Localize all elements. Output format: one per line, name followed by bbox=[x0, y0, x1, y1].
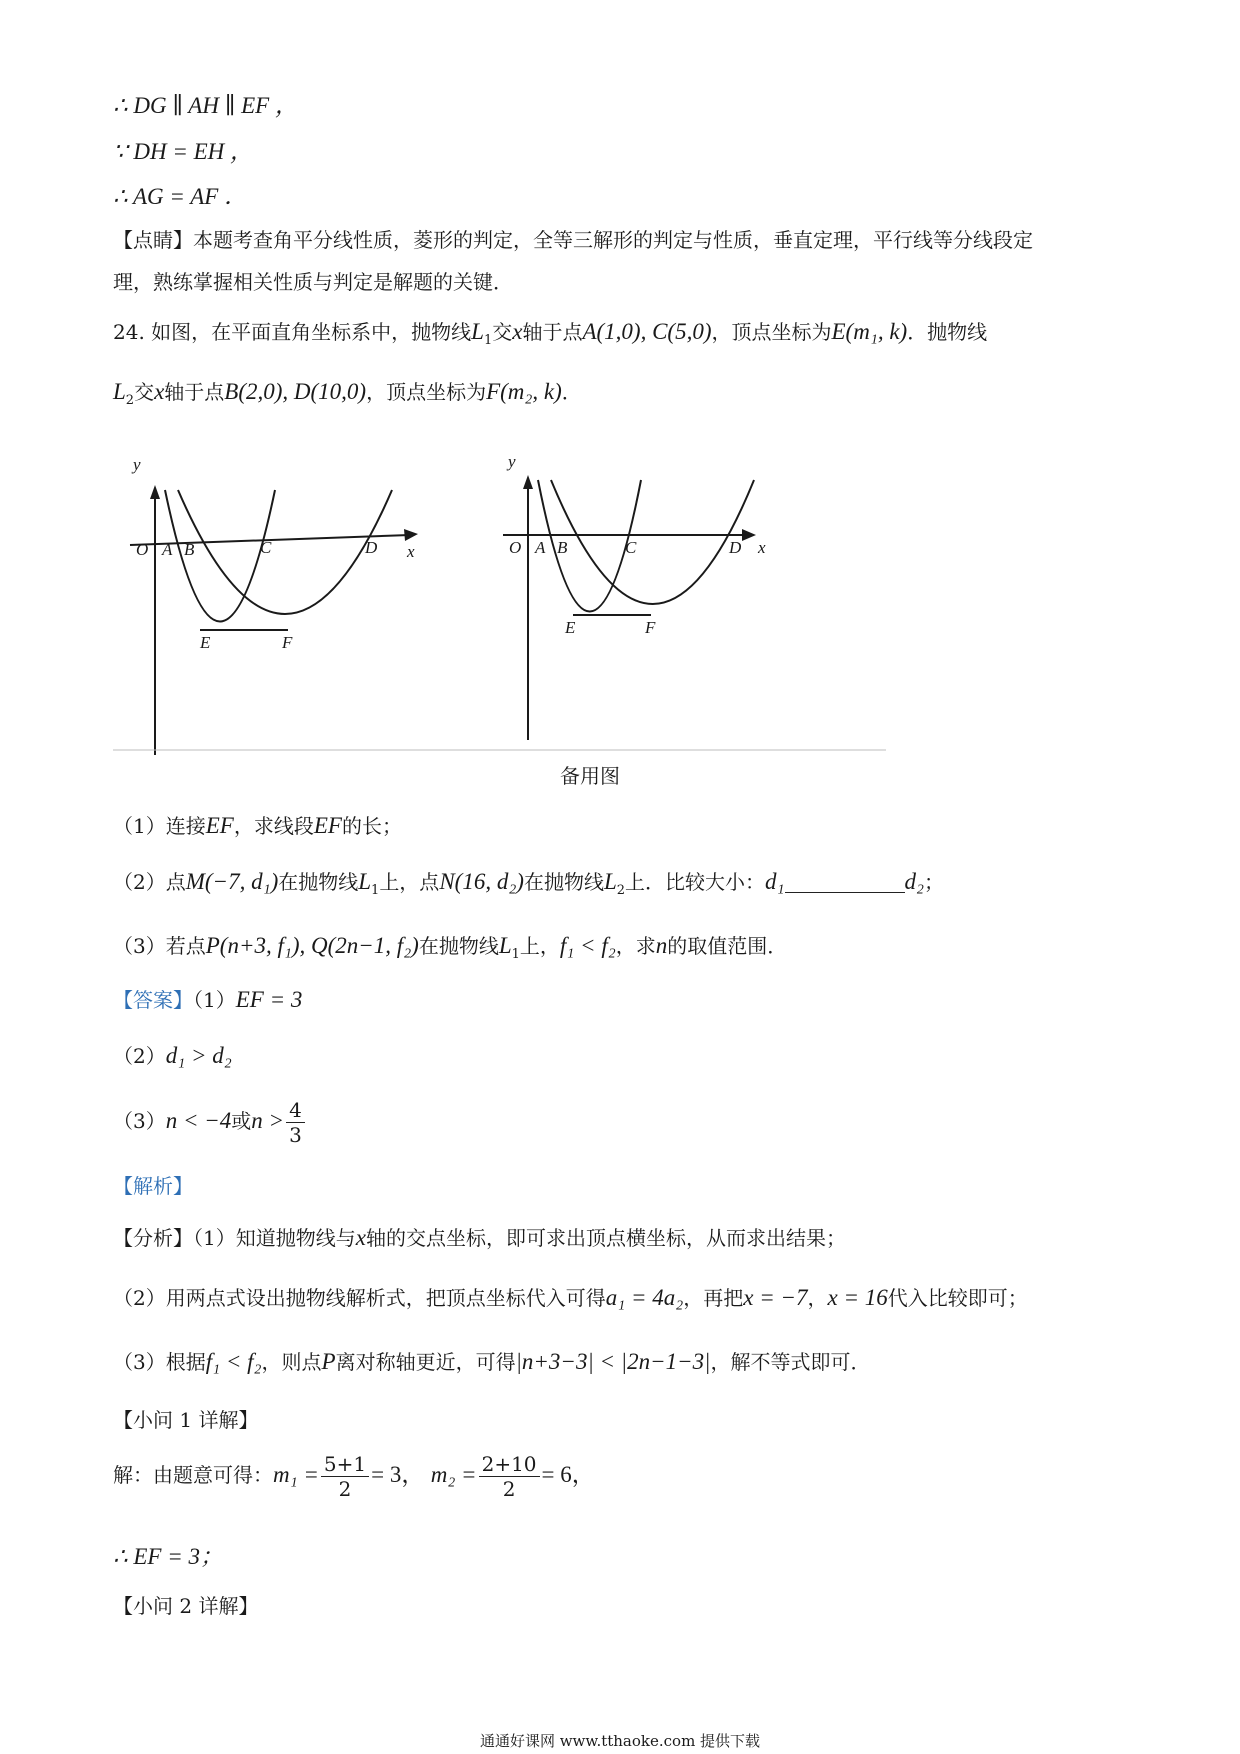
backup-label-B: B bbox=[557, 538, 568, 557]
backup-label-E: E bbox=[565, 618, 576, 637]
analysis-step-2: （2）用两点式设出抛物线解析式，把顶点坐标代入可得a₁ = 4a₂，再把x = −7，x = 16代入比较即可； bbox=[113, 1285, 1028, 1310]
proof-line-parallel: ∴ DG ∥ AH ∥ EF ， bbox=[113, 93, 298, 118]
subquestion-2-tag: 【小问 2 详解】 bbox=[113, 1594, 259, 1618]
question-2: （2）点M(−7, d₁)在抛物线$L_1$上，点N(16, d₂)在抛物线$L_2$上．比较大小：d₁ d₂； bbox=[113, 869, 945, 898]
answer-2: （2）d₁ > d₂ bbox=[113, 1043, 232, 1068]
question-3: （3）若点P(n+3, f₁), Q(2n−1, f₂)在抛物线$L_1$上，f₁ < f₂，求n的取值范围． bbox=[113, 933, 788, 962]
backup-label-F: F bbox=[645, 618, 656, 637]
proof-line-equal: ∵ DH = EH ， bbox=[113, 139, 254, 164]
label-A: A bbox=[162, 540, 173, 559]
proof-line-conclusion: ∴ AG = AF ． bbox=[113, 184, 248, 209]
backup-label-D: D bbox=[729, 538, 742, 557]
solution-conclusion: ∴ EF = 3； bbox=[113, 1544, 224, 1569]
label-x: x bbox=[407, 542, 415, 561]
subquestion-1-tag: 【小问 1 详解】 bbox=[113, 1408, 259, 1432]
label-y: y bbox=[133, 455, 141, 474]
label-O: O bbox=[136, 540, 149, 559]
label-F: F bbox=[282, 633, 293, 652]
dianjing-line-1: 【点睛】本题考查角平分线性质，菱形的判定，全等三解形的判定与性质，垂直定理，平行线等分线段定 bbox=[113, 228, 1033, 252]
page-footer: 通通好课网 www.tthaoke.com 提供下载 bbox=[479, 1732, 761, 1750]
question-1: （1）连接EF，求线段EF的长； bbox=[113, 813, 402, 838]
backup-label-C: C bbox=[625, 538, 637, 557]
problem-statement-line-2: $L_2$交x轴于点B(2,0), D(10,0)，顶点坐标为F(m₂, k)． bbox=[113, 379, 582, 408]
answer-blank[interactable] bbox=[785, 872, 905, 893]
label-D: D bbox=[365, 538, 378, 557]
fraction-4-3: $\frac{4}{3}$ bbox=[286, 1098, 305, 1147]
analysis-step-3: （3）根据f₁ < f₂，则点P离对称轴更近，可得|n+3−3| < |2n−1−3|，解不等式即可． bbox=[113, 1349, 871, 1374]
backup-label-x: x bbox=[758, 538, 766, 557]
label-E: E bbox=[200, 633, 211, 652]
analysis-tag: 【解析】 bbox=[113, 1174, 193, 1198]
backup-label-y: y bbox=[508, 452, 516, 471]
figure-caption: 备用图 bbox=[560, 764, 620, 788]
problem-statement-line-1: 24. 如图，在平面直角坐标系中，抛物线$L_1$交x轴于点A(1,0), C(5,0)，顶点坐标为E(m₁, k)．抛物线 bbox=[113, 319, 988, 348]
answer-1: 【答案】（1）EF = 3 bbox=[113, 987, 303, 1012]
fraction-m1: $\frac{5+1}{2}$ bbox=[321, 1452, 369, 1501]
label-C: C bbox=[260, 538, 272, 557]
backup-graph bbox=[503, 475, 756, 740]
parabola-figures bbox=[110, 452, 890, 755]
backup-label-O: O bbox=[509, 538, 522, 557]
backup-label-A: A bbox=[535, 538, 546, 557]
answer-3: （3）n < −4或n > $\frac{4}{3}$ bbox=[113, 1098, 307, 1147]
fraction-m2: $\frac{2+10}{2}$ bbox=[479, 1452, 540, 1501]
label-B: B bbox=[184, 540, 195, 559]
main-graph bbox=[130, 485, 418, 755]
analysis-step-1: 【分析】（1）知道抛物线与x轴的交点坐标，即可求出顶点横坐标，从而求出结果； bbox=[113, 1225, 846, 1250]
dianjing-line-2: 理，熟练掌握相关性质与判定是解题的关键． bbox=[113, 270, 513, 294]
solution-m-values: 解：由题意可得：m₁ = $\frac{5+1}{2}$ = 3， m₂ = $\frac{2+10}{2}$ = 6， bbox=[113, 1452, 595, 1501]
